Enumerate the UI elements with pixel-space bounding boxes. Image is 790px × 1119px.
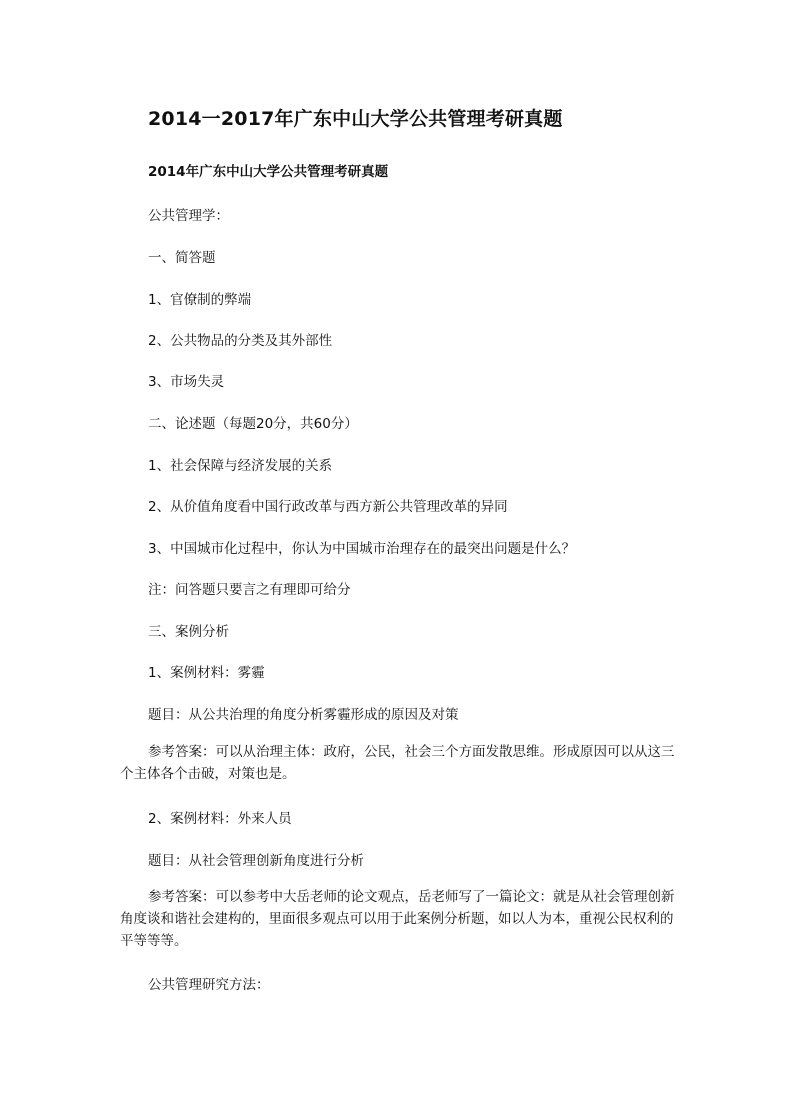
- question-item: 3、市场失灵: [148, 374, 225, 390]
- section-label-research-methods: 公共管理研究方法：: [148, 977, 270, 993]
- document-subtitle: 2014年广东中山大学公共管理考研真题: [148, 164, 389, 180]
- section-heading-short-answer: 一、简答题: [148, 250, 216, 266]
- case-question: 题目：从社会管理创新角度进行分析: [148, 853, 364, 869]
- case-material: 2、案例材料：外来人员: [148, 811, 292, 827]
- question-item: 2、公共物品的分类及其外部性: [148, 333, 333, 349]
- question-item: 2、从价值角度看中国行政改革与西方新公共管理改革的异同: [148, 499, 508, 515]
- reference-answer: 参考答案：可以参考中大岳老师的论文观点，岳老师写了一篇论文：就是从社会管理创新角度谈和谐社会建构的，里面很多观点可以用于此案例分析题，如以人为本，重视公民权利的平等等等。: [120, 889, 675, 949]
- document-title: 2014一2017年广东中山大学公共管理考研真题: [148, 108, 563, 130]
- case-question: 题目：从公共治理的角度分析雾霾形成的原因及对策: [148, 707, 459, 723]
- section-heading-case-analysis: 三、案例分析: [148, 624, 229, 640]
- reference-answer: 参考答案：可以从治理主体：政府，公民，社会三个方面发散思维。形成原因可以从这三个主体各个击破，对策也是。: [120, 744, 675, 782]
- note-line: 注：问答题只要言之有理即可给分: [148, 582, 351, 598]
- question-item: 1、社会保障与经济发展的关系: [148, 458, 333, 474]
- question-item: 1、官僚制的弊端: [148, 292, 252, 308]
- section-heading-essay: 二、论述题（每题20分，共60分）: [148, 416, 358, 432]
- section-label-public-management: 公共管理学：: [148, 208, 229, 224]
- case-material: 1、案例材料：雾霾: [148, 665, 265, 681]
- question-item: 3、中国城市化过程中，你认为中国城市治理存在的最突出问题是什么？: [148, 541, 576, 557]
